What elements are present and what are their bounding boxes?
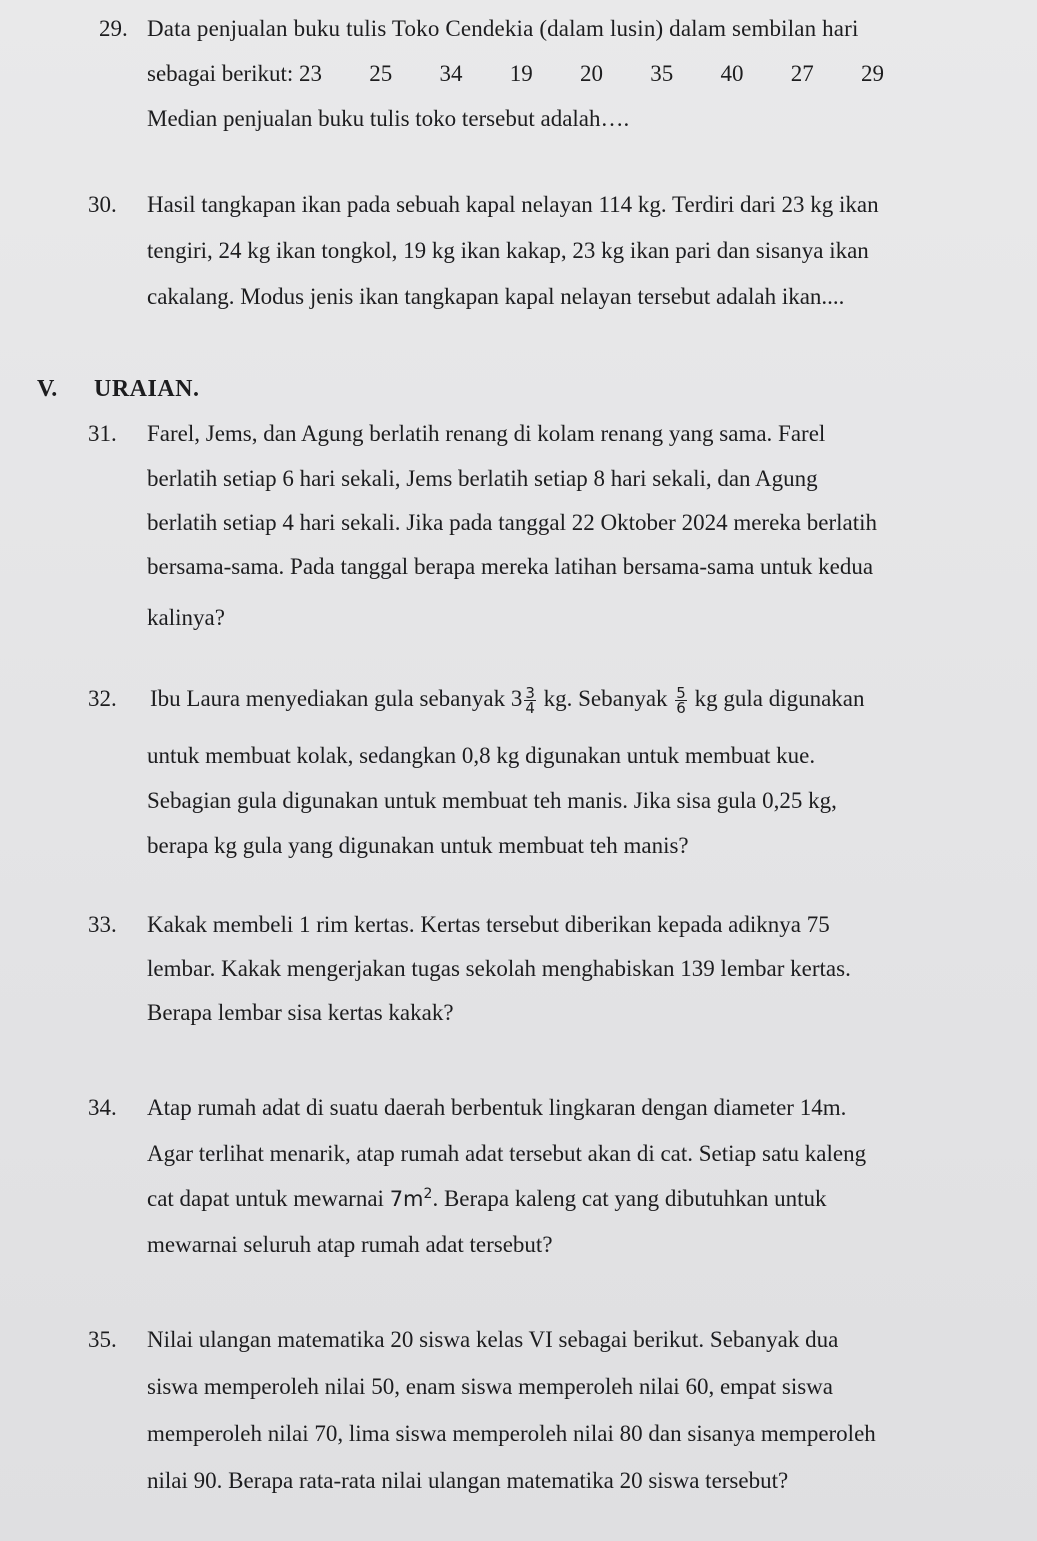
numerator: 3 [525, 684, 535, 703]
area-value: 7m [389, 1187, 424, 1211]
question-text-line [150, 684, 865, 718]
question-number: 29. [99, 16, 128, 41]
exponent: 2 [423, 1186, 433, 1202]
text-segment: kg gula digunakan [694, 686, 865, 711]
fraction [524, 684, 536, 718]
text-segment: kg. Sebanyak [543, 686, 668, 711]
question-text-line: memperoleh nilai 70, lima siswa memperoleh nilai 80 dan sisanya memperoleh [147, 1421, 876, 1446]
section-number: V. [37, 376, 58, 402]
question-number: 35. [88, 1327, 117, 1352]
question-number: 30. [88, 192, 117, 217]
question-text-line: Atap rumah adat di suatu daerah berbentuk lingkaran dengan diameter 14m. [147, 1095, 847, 1120]
area-unit [390, 1187, 433, 1211]
question-text-line: Nilai ulangan matematika 20 siswa kelas VI sebagai berikut. Sebanyak dua [147, 1327, 839, 1352]
question-text-line: berlatih setiap 4 hari sekali. Jika pada tanggal 22 Oktober 2024 mereka berlatih [147, 510, 878, 535]
question-text-line: cakalang. Modus jenis ikan tangkapan kapal nelayan tersebut adalah ikan.... [147, 284, 845, 309]
question-text-line: mewarnai seluruh atap rumah adat tersebut? [147, 1232, 553, 1257]
question-text-line: kalinya? [147, 605, 225, 630]
question-number: 31. [88, 421, 117, 446]
question-text-line: Farel, Jems, dan Agung berlatih renang di kolam renang yang sama. Farel [147, 421, 826, 446]
question-text-line: nilai 90. Berapa rata-rata nilai ulangan matematika 20 siswa tersebut? [147, 1468, 789, 1493]
question-number: 33. [88, 912, 117, 937]
question-text-line: Kakak membeli 1 rim kertas. Kertas tersebut diberikan kepada adiknya 75 [147, 912, 830, 937]
question-number: 34. [88, 1095, 117, 1120]
question-text-line: untuk membuat kolak, sedangkan 0,8 kg digunakan untuk membuat kue. [147, 743, 816, 768]
question-text-line: tengiri, 24 kg ikan tongkol, 19 kg ikan kakap, 23 kg ikan pari dan sisanya ikan [147, 238, 869, 263]
mixed-number [510, 684, 538, 718]
text-segment: cat dapat untuk mewarnai [147, 1186, 384, 1211]
fraction [675, 684, 687, 718]
question-text-line: siswa memperoleh nilai 50, enam siswa memperoleh nilai 60, empat siswa [147, 1374, 834, 1399]
whole-part: 3 [510, 686, 523, 711]
question-text-line: Median penjualan buku tulis toko tersebut adalah…. [147, 106, 630, 131]
question-text-line [147, 1184, 827, 1214]
question-text-line: lembar. Kakak mengerjakan tugas sekolah menghabiskan 139 lembar kertas. [147, 956, 851, 981]
section-title: URAIAN. [94, 376, 200, 402]
text-segment: Ibu Laura menyediakan gula sebanyak [150, 686, 506, 711]
question-number: 32. [88, 686, 117, 711]
question-text-line: Berapa lembar sisa kertas kakak? [147, 1000, 454, 1025]
question-text-line: bersama-sama. Pada tanggal berapa mereka latihan bersama-sama untuk kedua [147, 554, 874, 579]
text-segment: . Berapa kaleng cat yang dibutuhkan untuk [432, 1186, 827, 1211]
data-values: 23 25 34 19 20 35 40 27 29 [299, 61, 885, 86]
data-prefix: sebagai berikut: [147, 61, 294, 86]
question-text-line: Hasil tangkapan ikan pada sebuah kapal nelayan 114 kg. Terdiri dari 23 kg ikan [147, 192, 879, 217]
question-text-line: berlatih setiap 6 hari sekali, Jems berlatih setiap 8 hari sekali, dan Agung [147, 466, 818, 491]
denominator: 6 [676, 699, 686, 718]
numerator: 5 [676, 684, 686, 703]
question-text-line [147, 59, 884, 89]
denominator: 4 [525, 699, 535, 718]
question-text-line: berapa kg gula yang digunakan untuk membuat teh manis? [147, 833, 689, 858]
question-text-line: Sebagian gula digunakan untuk membuat teh manis. Jika sisa gula 0,25 kg, [147, 788, 837, 813]
question-text-line: Data penjualan buku tulis Toko Cendekia (dalam lusin) dalam sembilan hari [147, 16, 859, 41]
question-text-line: Agar terlihat menarik, atap rumah adat tersebut akan di cat. Setiap satu kaleng [147, 1141, 867, 1166]
